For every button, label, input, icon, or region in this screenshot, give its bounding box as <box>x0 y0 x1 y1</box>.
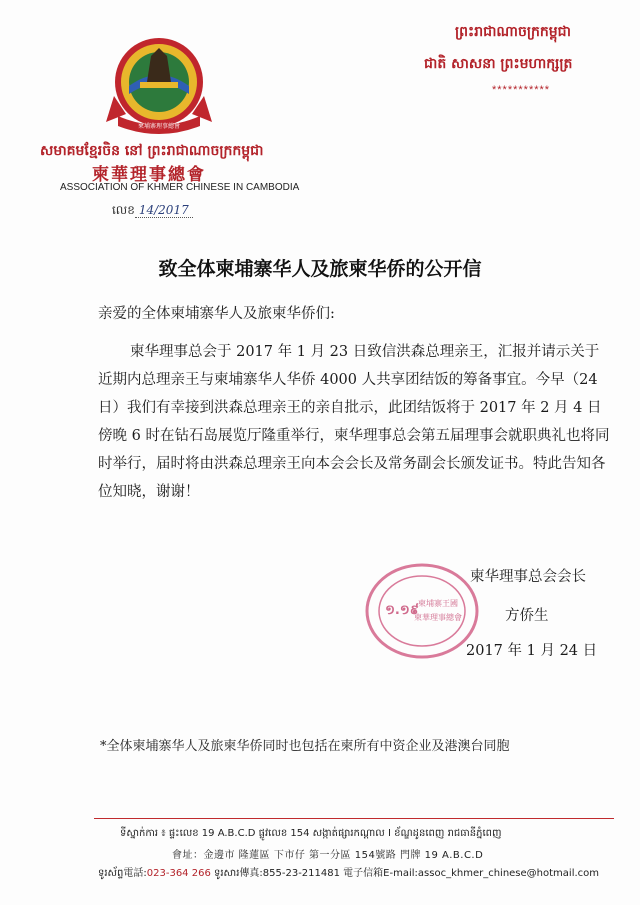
logo-ribbon-text: 柬埔寨理事總會 <box>137 123 181 130</box>
seal-number: ១.១៩ <box>385 603 419 618</box>
footnote: *全体柬埔寨华人及旅柬华侨同时也包括在柬所有中资企业及港澳台同胞 <box>100 739 510 754</box>
fax-number: 855-23-211481 <box>262 868 340 879</box>
reference-number <box>112 202 193 220</box>
org-name-english: ASSOCIATION OF KHMER CHINESE IN CAMBODIA <box>60 182 300 193</box>
signer-title: 柬华理事总会会长 <box>470 569 586 585</box>
footer-address-chinese: 會址：金邊市 隆蓮區 下市仔 第一分區 154號路 門牌 19 A.B.C.D <box>172 850 484 861</box>
email-label: 電子信箱E-mail: <box>343 868 418 879</box>
official-seal <box>364 562 480 660</box>
footer-divider <box>94 818 614 819</box>
signer-name: 方侨生 <box>505 608 549 624</box>
letter-title: 致全体柬埔寨华人及旅柬华侨的公开信 <box>158 258 482 280</box>
fax-label: ទូរសារ傳真: <box>214 868 263 879</box>
reference-value: 14/2017 <box>135 203 193 218</box>
seal-text-line-1: 柬埔寨王國 <box>418 599 458 608</box>
motto-stars: *********** <box>492 84 551 96</box>
kingdom-title: ព្រះរាជាណាចក្រកម្ពុជា <box>455 24 572 40</box>
org-name-khmer: សមាគមខ្មែរចិន នៅ ព្រះរាជាណាចក្រកម្ពុជា <box>40 143 264 159</box>
reference-label: លេខ <box>112 203 135 217</box>
letter-salutation: 亲爱的全体柬埔寨华人及旅柬华侨们: <box>98 306 335 322</box>
footer-address-khmer: ទីស្នាក់ការ ៖ ផ្ទះលេខ 19 A.B.C.D ផ្លូវលេខ 154 សង្កាត់ផ្សារកណ្តាល I ខ័ណ្ឌដូនពេញ រាជធានីភ្នំពេញ <box>120 828 502 839</box>
seal-text-line-2: 柬華理事總會 <box>414 613 462 622</box>
email-address: assoc_khmer_chinese@hotmail.com <box>417 868 600 879</box>
national-motto: ជាតិ សាសនា ព្រះមហាក្សត្រ <box>424 56 573 72</box>
phone-label: ទូរស័ព្ទ電話: <box>98 868 147 879</box>
association-logo <box>104 34 214 139</box>
footer-contact <box>98 864 599 881</box>
org-name-chinese: 柬華理事總會 <box>92 165 206 185</box>
letter-body <box>98 338 610 506</box>
phone-number: 023-364 266 <box>146 868 211 879</box>
letter-date: 2017 年 1 月 24 日 <box>466 643 598 659</box>
letter-body-text: 柬华理事总会于 2017 年 1 月 23 日致信洪森总理亲王，汇报并请示关于近期内总理亲王与柬埔寨华人华侨 4000 人共享团结饭的筹备事宜。今早（24 日）我们有幸接到洪森总理亲王的亲自批示，此团结饭将于 2017 年 2 月 4 日傍晚 6 时在钻石岛展览厅隆重举行，柬华理事总会第五届理事会就职典礼也将同时举行，届时将由洪森总理亲王向本会会长及常务副会长颁发证书。特此告知各位知晓，谢谢！ <box>98 344 610 500</box>
